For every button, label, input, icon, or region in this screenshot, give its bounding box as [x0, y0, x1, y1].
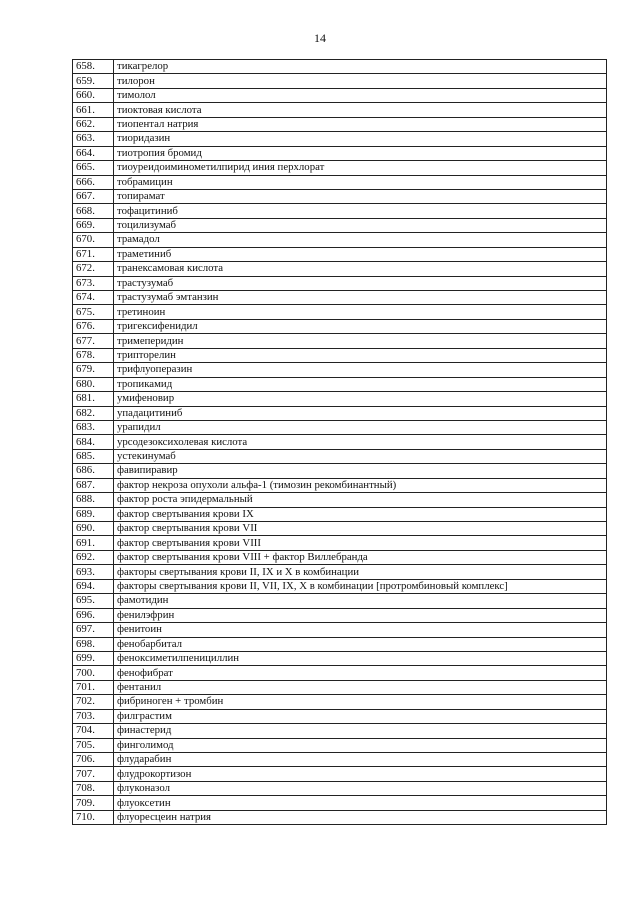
- drug-name: трастузумаб: [114, 276, 607, 290]
- drug-name: фактор роста эпидермальный: [114, 493, 607, 507]
- row-number: 702.: [73, 695, 114, 709]
- row-number: 706.: [73, 753, 114, 767]
- drug-name: финастерид: [114, 724, 607, 738]
- row-number: 685.: [73, 449, 114, 463]
- table-row: [73, 319, 607, 333]
- table-row: [73, 594, 607, 608]
- drug-name: фактор некроза опухоли альфа-1 (тимозин рекомбинантный): [114, 478, 607, 492]
- drug-name: флударабин: [114, 753, 607, 767]
- row-number: 678.: [73, 348, 114, 362]
- table-row: [73, 449, 607, 463]
- drug-name: фактор свертывания крови VII: [114, 522, 607, 536]
- drug-name: урсодезоксихолевая кислота: [114, 435, 607, 449]
- table-row: [73, 276, 607, 290]
- row-number: 704.: [73, 724, 114, 738]
- drug-name: тиоктовая кислота: [114, 103, 607, 117]
- drug-name: тримеперидин: [114, 334, 607, 348]
- row-number: 696.: [73, 608, 114, 622]
- drug-name: фавипиравир: [114, 464, 607, 478]
- table-row: [73, 363, 607, 377]
- row-number: 661.: [73, 103, 114, 117]
- drug-name: тобрамицин: [114, 175, 607, 189]
- table-row: [73, 291, 607, 305]
- row-number: 669.: [73, 218, 114, 232]
- table-row: [73, 608, 607, 622]
- drug-name: фентанил: [114, 680, 607, 694]
- drug-name: топирамат: [114, 189, 607, 203]
- table-row: [73, 796, 607, 810]
- table-row: [73, 218, 607, 232]
- drug-name: траметиниб: [114, 247, 607, 261]
- row-number: 666.: [73, 175, 114, 189]
- row-number: 676.: [73, 319, 114, 333]
- drug-name: тимолол: [114, 88, 607, 102]
- table-row: [73, 420, 607, 434]
- row-number: 705.: [73, 738, 114, 752]
- table-row: [73, 724, 607, 738]
- drug-name: тиоуреидоиминометилпирид иния перхлорат: [114, 161, 607, 175]
- drug-name: упадацитиниб: [114, 406, 607, 420]
- drug-name: фенитоин: [114, 623, 607, 637]
- table-row: [73, 781, 607, 795]
- drug-name: урапидил: [114, 420, 607, 434]
- row-number: 671.: [73, 247, 114, 261]
- row-number: 668.: [73, 204, 114, 218]
- table-row: [73, 680, 607, 694]
- row-number: 659.: [73, 74, 114, 88]
- drug-name: фактор свертывания крови IX: [114, 507, 607, 521]
- table-body: [73, 60, 607, 825]
- row-number: 660.: [73, 88, 114, 102]
- drug-name: флуоресцеин натрия: [114, 810, 607, 824]
- row-number: 687.: [73, 478, 114, 492]
- table-row: [73, 88, 607, 102]
- drug-name: тригексифенидил: [114, 319, 607, 333]
- row-number: 683.: [73, 420, 114, 434]
- table-row: [73, 579, 607, 593]
- row-number: 675.: [73, 305, 114, 319]
- table-row: [73, 204, 607, 218]
- drug-name: тоцилизумаб: [114, 218, 607, 232]
- drug-name: фактор свертывания крови VIII: [114, 536, 607, 550]
- row-number: 689.: [73, 507, 114, 521]
- row-number: 697.: [73, 623, 114, 637]
- table-row: [73, 348, 607, 362]
- table-row: [73, 478, 607, 492]
- row-number: 708.: [73, 781, 114, 795]
- row-number: 695.: [73, 594, 114, 608]
- table-row: [73, 666, 607, 680]
- row-number: 674.: [73, 291, 114, 305]
- table-row: [73, 637, 607, 651]
- drug-name: тиоридазин: [114, 132, 607, 146]
- drug-name: фенилэфрин: [114, 608, 607, 622]
- drug-name: умифеновир: [114, 392, 607, 406]
- table-row: [73, 738, 607, 752]
- table-row: [73, 565, 607, 579]
- table-row: [73, 550, 607, 564]
- drug-name: тропикамид: [114, 377, 607, 391]
- drug-list-table: [72, 59, 607, 825]
- drug-name: флуоксетин: [114, 796, 607, 810]
- table-row: [73, 651, 607, 665]
- table-row: [73, 536, 607, 550]
- table-row: [73, 709, 607, 723]
- row-number: 692.: [73, 550, 114, 564]
- drug-name: трифлуоперазин: [114, 363, 607, 377]
- row-number: 688.: [73, 493, 114, 507]
- drug-name: флуконазол: [114, 781, 607, 795]
- table-row: [73, 60, 607, 74]
- drug-name: тиопентал натрия: [114, 117, 607, 131]
- row-number: 686.: [73, 464, 114, 478]
- table-row: [73, 695, 607, 709]
- table-row: [73, 74, 607, 88]
- row-number: 690.: [73, 522, 114, 536]
- table-row: [73, 146, 607, 160]
- table-row: [73, 233, 607, 247]
- table-row: [73, 435, 607, 449]
- row-number: 693.: [73, 565, 114, 579]
- row-number: 691.: [73, 536, 114, 550]
- row-number: 709.: [73, 796, 114, 810]
- row-number: 710.: [73, 810, 114, 824]
- row-number: 662.: [73, 117, 114, 131]
- table-row: [73, 103, 607, 117]
- drug-name: тофацитиниб: [114, 204, 607, 218]
- drug-name: транексамовая кислота: [114, 262, 607, 276]
- page-number: 14: [314, 31, 326, 45]
- row-number: 663.: [73, 132, 114, 146]
- drug-name: филграстим: [114, 709, 607, 723]
- row-number: 672.: [73, 262, 114, 276]
- table-row: [73, 522, 607, 536]
- row-number: 707.: [73, 767, 114, 781]
- row-number: 698.: [73, 637, 114, 651]
- table-row: [73, 161, 607, 175]
- row-number: 677.: [73, 334, 114, 348]
- drug-name: тиотропия бромид: [114, 146, 607, 160]
- table-row: [73, 334, 607, 348]
- drug-name: факторы свертывания крови II, IX и X в комбинации: [114, 565, 607, 579]
- row-number: 694.: [73, 579, 114, 593]
- drug-name: трипторелин: [114, 348, 607, 362]
- table-row: [73, 377, 607, 391]
- table-row: [73, 406, 607, 420]
- row-number: 664.: [73, 146, 114, 160]
- table-row: [73, 189, 607, 203]
- table-row: [73, 247, 607, 261]
- table-row: [73, 507, 607, 521]
- table-row: [73, 767, 607, 781]
- drug-name: фактор свертывания крови VIII + фактор Виллебранда: [114, 550, 607, 564]
- drug-name: фибриноген + тромбин: [114, 695, 607, 709]
- drug-name: устекинумаб: [114, 449, 607, 463]
- row-number: 682.: [73, 406, 114, 420]
- row-number: 673.: [73, 276, 114, 290]
- row-number: 703.: [73, 709, 114, 723]
- row-number: 667.: [73, 189, 114, 203]
- drug-name: факторы свертывания крови II, VII, IX, X в комбинации [протромбиновый комплекс]: [114, 579, 607, 593]
- drug-name: фенобарбитал: [114, 637, 607, 651]
- row-number: 679.: [73, 363, 114, 377]
- row-number: 681.: [73, 392, 114, 406]
- drug-name: фамотидин: [114, 594, 607, 608]
- table-row: [73, 493, 607, 507]
- row-number: 699.: [73, 651, 114, 665]
- table-row: [73, 132, 607, 146]
- table-row: [73, 117, 607, 131]
- table-row: [73, 753, 607, 767]
- table-row: [73, 464, 607, 478]
- drug-name: тилорон: [114, 74, 607, 88]
- row-number: 665.: [73, 161, 114, 175]
- table-row: [73, 175, 607, 189]
- row-number: 701.: [73, 680, 114, 694]
- row-number: 670.: [73, 233, 114, 247]
- drug-name: третиноин: [114, 305, 607, 319]
- table-row: [73, 623, 607, 637]
- table-row: [73, 262, 607, 276]
- drug-name: тикагрелор: [114, 60, 607, 74]
- table-row: [73, 305, 607, 319]
- table-row: [73, 392, 607, 406]
- drug-name: финголимод: [114, 738, 607, 752]
- row-number: 684.: [73, 435, 114, 449]
- drug-name: трамадол: [114, 233, 607, 247]
- row-number: 658.: [73, 60, 114, 74]
- drug-name: флудрокортизон: [114, 767, 607, 781]
- drug-name: феноксиметилпенициллин: [114, 651, 607, 665]
- table-row: [73, 810, 607, 824]
- drug-name: трастузумаб эмтанзин: [114, 291, 607, 305]
- drug-name: фенофибрат: [114, 666, 607, 680]
- row-number: 680.: [73, 377, 114, 391]
- row-number: 700.: [73, 666, 114, 680]
